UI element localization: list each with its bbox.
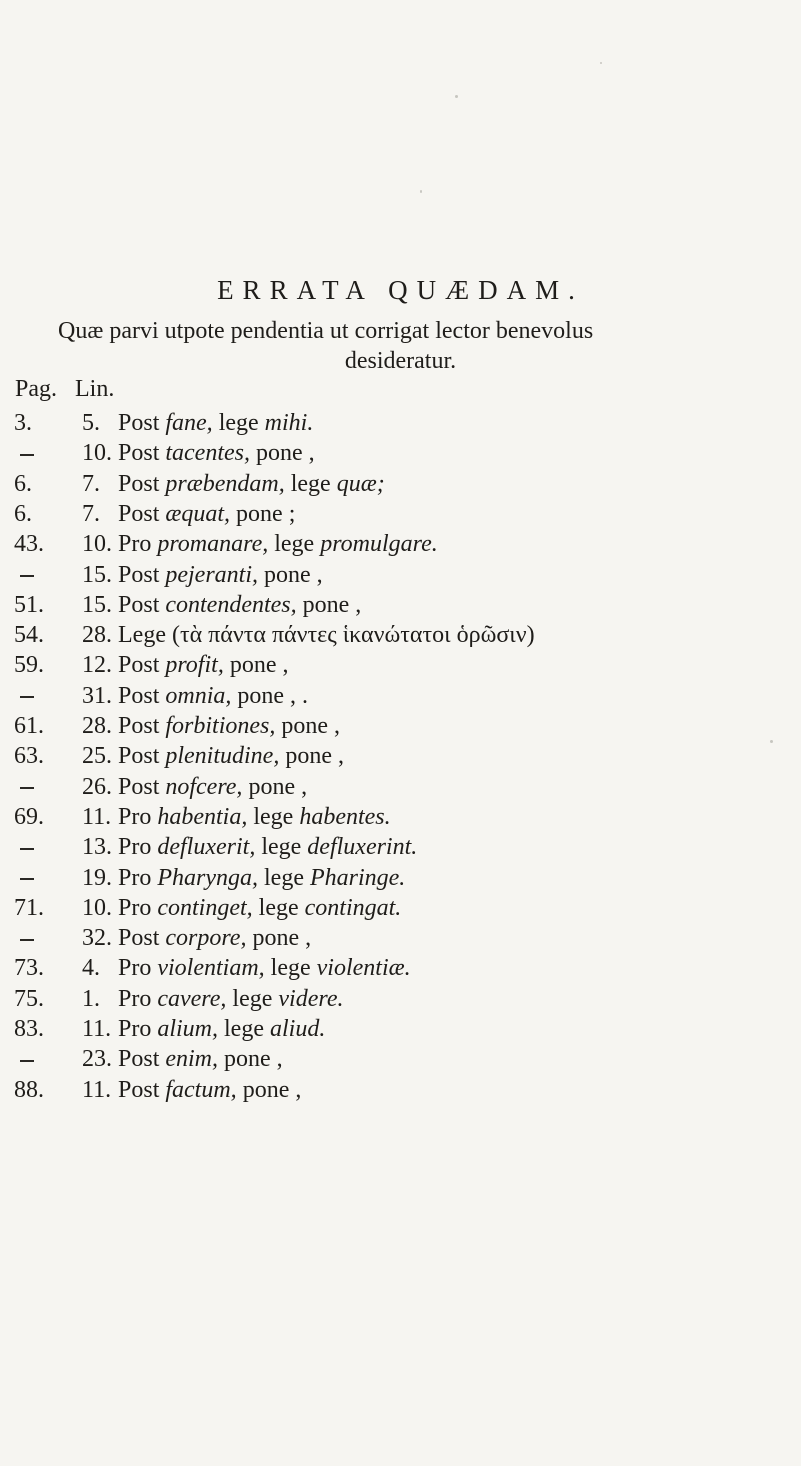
erroneous-word: continget, <box>157 894 253 921</box>
erroneous-word: forbitiones, <box>165 713 276 739</box>
ditto-dash <box>20 454 34 456</box>
correction-text <box>118 531 438 558</box>
correction-text <box>118 774 307 801</box>
erroneous-word: factum, <box>165 1076 237 1103</box>
instruction-word: pone , <box>279 743 344 770</box>
instruction-word: lege <box>264 955 317 982</box>
correction-text <box>118 501 295 528</box>
corrected-word: mihi. <box>264 410 314 436</box>
line-number: 26. <box>82 773 112 800</box>
page-number: 63. <box>14 743 44 770</box>
corrected-word: quæ; <box>336 470 385 497</box>
erroneous-word: contendentes, <box>165 591 297 618</box>
erroneous-word: nofcere, <box>165 773 243 800</box>
instruction-word: Pro <box>118 985 158 1012</box>
correction-text <box>118 743 344 770</box>
correction-text <box>118 895 401 922</box>
erroneous-word: corpore, <box>165 925 247 952</box>
correction-text <box>118 683 308 710</box>
instruction-word: Post <box>118 713 166 739</box>
page-number: 69. <box>14 803 44 830</box>
page-number <box>14 834 54 861</box>
line-number: 15. <box>82 591 112 618</box>
instruction-word: lege <box>226 985 279 1012</box>
line-number: 4. <box>82 955 100 982</box>
line-number: 11. <box>82 803 112 830</box>
intro-line-1: Quæ parvi utpote pendentia ut corrigat lector benevolus <box>58 318 594 344</box>
instruction-word: lege <box>252 894 305 921</box>
page-number: 43. <box>14 531 44 558</box>
erroneous-word: Pharynga, <box>157 864 258 891</box>
instruction-word: pone , <box>242 773 308 800</box>
correction-text <box>118 1046 283 1073</box>
correction-text <box>118 1016 325 1043</box>
instruction-word: lege <box>255 834 308 861</box>
column-header-page: Pag. <box>15 376 57 402</box>
erroneous-word: tacentes, <box>165 440 250 467</box>
instruction-word: lege <box>284 470 337 497</box>
ditto-dash <box>20 848 34 850</box>
line-number: 28. <box>82 622 112 649</box>
ditto-dash <box>20 575 34 577</box>
line-number: 10. <box>82 440 112 467</box>
instruction-word: pone , <box>296 591 362 618</box>
erroneous-word: promanare, <box>157 531 269 558</box>
corrected-word: Pharinge. <box>309 864 406 891</box>
correction-text <box>118 592 361 619</box>
line-number: 5. <box>82 410 100 436</box>
erroneous-word: præbendam, <box>165 470 285 497</box>
erroneous-word: alium, <box>157 1016 219 1042</box>
instruction-word: Post <box>118 1046 166 1073</box>
instruction-word: lege <box>212 410 265 436</box>
line-number: 25. <box>82 743 112 770</box>
page-number: 59. <box>14 652 44 679</box>
erroneous-word: pejeranti, <box>165 561 259 588</box>
erroneous-word: cavere, <box>157 985 227 1012</box>
instruction-word: Post <box>118 773 166 800</box>
corrected-word: contingat. <box>304 894 402 921</box>
instruction-word: Pro <box>118 531 158 558</box>
instruction-word: Post <box>118 925 166 952</box>
instruction-word: pone , <box>246 925 312 952</box>
correction-text <box>118 713 340 740</box>
instruction-word: pone , <box>236 1076 302 1103</box>
instruction-word: Post <box>118 470 166 497</box>
corrected-word: defluxerint. <box>307 834 418 861</box>
instruction-word: pone , <box>275 713 341 739</box>
line-number: 12. <box>82 652 112 679</box>
paper-speck <box>420 190 422 193</box>
line-number: 28. <box>82 713 112 739</box>
instruction-word: pone , <box>218 1046 283 1073</box>
line-number: 13. <box>82 834 112 861</box>
line-number: 10. <box>82 531 112 558</box>
paper-speck <box>770 740 773 743</box>
ditto-dash <box>20 696 34 698</box>
instruction-word: Pro <box>118 834 158 861</box>
instruction-word: pone , . <box>231 682 309 709</box>
page-number <box>14 440 54 467</box>
instruction-word: pone , <box>250 440 315 467</box>
line-number: 23. <box>82 1046 112 1073</box>
line-number: 11. <box>82 1016 112 1042</box>
erroneous-word: æquat, <box>165 500 231 527</box>
column-header-line: Lin. <box>75 376 115 402</box>
ditto-dash <box>20 939 34 941</box>
correction-text <box>118 865 405 892</box>
page-number: 54. <box>14 622 44 649</box>
erroneous-word: omnia, <box>165 682 232 709</box>
instruction-word: Post <box>118 682 166 709</box>
instruction-word: pone , <box>223 652 289 679</box>
instruction-word: Post <box>118 591 166 618</box>
instruction-word: Post <box>118 1076 166 1103</box>
correction-text <box>118 834 417 861</box>
correction-text <box>118 410 313 437</box>
page-number: 61. <box>14 713 44 739</box>
page-number: 75. <box>14 985 44 1012</box>
line-number: 31. <box>82 682 112 709</box>
corrected-word: aliud. <box>270 1016 326 1042</box>
page-number: 51. <box>14 591 44 618</box>
correction-text <box>118 440 315 467</box>
page-number <box>14 683 54 710</box>
instruction-word: pone ; <box>230 500 296 527</box>
page-title: ERRATA QUÆDAM. <box>217 275 584 305</box>
page-number <box>14 562 54 589</box>
page-number: 83. <box>14 1016 44 1042</box>
instruction-word: Post <box>118 652 166 679</box>
instruction-word: Pro <box>118 803 158 830</box>
page-number: 73. <box>14 955 44 982</box>
corrected-word: habentes. <box>299 803 391 830</box>
corrected-word: videre. <box>278 985 344 1012</box>
intro-line-2: desideratur. <box>344 348 457 374</box>
instruction-word: lege <box>258 864 310 891</box>
corrected-word: violentiæ. <box>316 955 411 982</box>
line-number: 10. <box>82 894 112 921</box>
page-number <box>14 774 54 801</box>
erroneous-word: violentiam, <box>157 955 265 982</box>
correction-text <box>118 955 411 982</box>
instruction-word: Post <box>118 440 166 467</box>
instruction-word: Post <box>118 410 166 436</box>
instruction-word: pone , <box>258 561 323 588</box>
instruction-word: Post <box>118 500 166 527</box>
page-number: 88. <box>14 1076 44 1103</box>
ditto-dash <box>20 1060 34 1062</box>
instruction-word: Post <box>118 561 166 588</box>
correction-text <box>118 986 343 1013</box>
line-number: 11. <box>82 1076 112 1103</box>
page-number <box>14 1046 54 1073</box>
ditto-dash <box>20 878 34 880</box>
erroneous-word: fane, <box>165 410 213 436</box>
erroneous-word: enim, <box>165 1046 219 1073</box>
paper-speck <box>600 62 602 64</box>
instruction-word: lege <box>218 1016 270 1042</box>
erroneous-word: habentia, <box>157 803 248 830</box>
erroneous-word: profit, <box>165 652 224 679</box>
instruction-word: lege <box>268 531 321 558</box>
instruction-word: Pro <box>118 894 158 921</box>
page-number: 3. <box>14 410 32 436</box>
line-number: 15. <box>82 561 112 588</box>
greek-phrase: (τὰ πάντα πάντες ἱκανώτατοι ὁρῶσιν) <box>171 622 535 649</box>
instruction-word: Pro <box>118 1016 158 1042</box>
instruction-word: Post <box>118 743 166 770</box>
erroneous-word: plenitudine, <box>165 743 280 770</box>
line-number: 19. <box>82 864 112 891</box>
line-number: 32. <box>82 925 112 952</box>
erroneous-word: defluxerit, <box>157 834 256 861</box>
page-number <box>14 925 54 952</box>
page-number: 6. <box>14 500 32 527</box>
corrected-word: promulgare. <box>320 531 438 558</box>
instruction-word: lege <box>247 803 300 830</box>
correction-text <box>118 804 391 831</box>
correction-text <box>118 622 535 649</box>
line-number: 7. <box>82 470 100 497</box>
page-number <box>14 865 54 892</box>
correction-text <box>118 562 323 589</box>
correction-text <box>118 925 311 952</box>
ditto-dash <box>20 787 34 789</box>
correction-text <box>118 1077 301 1104</box>
line-number: 1. <box>82 985 100 1012</box>
instruction-word: Pro <box>118 864 158 891</box>
page-number: 71. <box>14 894 44 921</box>
instruction-word: Lege <box>118 622 172 649</box>
correction-text <box>118 471 385 498</box>
page-number: 6. <box>14 470 32 497</box>
line-number: 7. <box>82 500 100 527</box>
instruction-word: Pro <box>118 955 158 982</box>
correction-text <box>118 652 288 679</box>
paper-speck <box>455 95 458 98</box>
